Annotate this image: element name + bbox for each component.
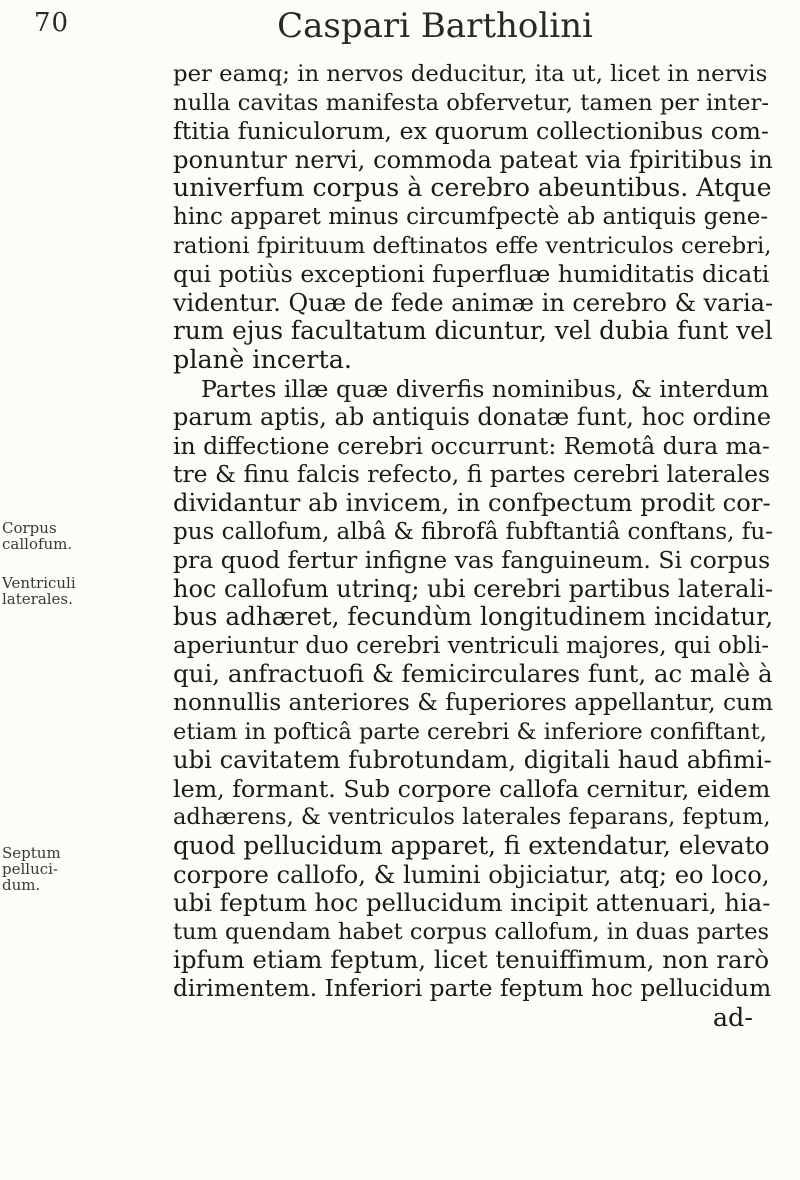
text-line: rationi fpirituum deftinatos effe ventriculos cerebri, bbox=[173, 232, 772, 259]
running-title bbox=[0, 6, 800, 46]
running-title-text: Caspari Bartholini bbox=[277, 6, 593, 46]
text-line: qui, anfractuofi & femicirculares funt, ac malè à bbox=[173, 659, 773, 689]
margin-note-line: dum. bbox=[2, 876, 41, 894]
text-line: rum ejus facultatum dicuntur, vel dubia funt vel bbox=[173, 316, 773, 346]
text-line: ipfum etiam feptum, licet tenuiffimum, non rarò bbox=[173, 945, 770, 975]
page-number: 70 bbox=[34, 8, 70, 38]
margin-note-line: callofum. bbox=[2, 535, 73, 553]
text-line: qui potiùs exceptioni fuperfluæ humiditatis dicati bbox=[173, 260, 770, 289]
margin-note-line: Septum bbox=[2, 844, 61, 862]
text-line: etiam in pofticâ parte cerebri & inferiore confiftant, bbox=[173, 718, 767, 745]
text-line: hoc callofum utrinq; ubi cerebri partibus laterali- bbox=[173, 574, 773, 603]
text-line: in diffectione cerebri occurrunt: Remotâ dura ma- bbox=[173, 431, 770, 460]
margin-note-line: Ventriculi bbox=[2, 574, 76, 592]
text-line: planè incerta. bbox=[173, 344, 352, 375]
text-line: hinc apparet minus circumfpectè ab antiquis gene- bbox=[173, 203, 769, 230]
catchword: ad- bbox=[712, 1002, 753, 1033]
text-line: ponuntur nervi, commoda pateat via fpiritibus in bbox=[173, 144, 773, 174]
margin-note-line: laterales. bbox=[2, 590, 73, 608]
text-line: ftitia funiculorum, ex quorum collectionibus com- bbox=[173, 117, 769, 146]
margin-note-corpus-callosum bbox=[2, 519, 73, 553]
text-line: adhærens, & ventriculos laterales feparans, feptum, bbox=[173, 804, 771, 831]
text-line: videntur. Quæ de fede animæ in cerebro & varia- bbox=[173, 288, 774, 317]
text-line: dividantur ab invicem, in confpectum prodit cor- bbox=[173, 487, 771, 517]
margin-note-septum-pellucidum bbox=[2, 845, 68, 893]
text-line: bus adhæret, fecundùm longitudinem incidatur, bbox=[173, 602, 774, 632]
text-line: nonnullis anteriores & fuperiores appellantur, cum bbox=[173, 689, 774, 717]
margin-note-ventriculi-laterales bbox=[2, 574, 76, 608]
text-line: quod pellucidum apparet, fi extendatur, elevato bbox=[173, 831, 770, 861]
margin-note-line: Corpus bbox=[2, 519, 57, 537]
text-line: aperiuntur duo cerebri ventriculi majores, qui obli- bbox=[173, 632, 770, 659]
text-line: pus callofum, albâ & fibrofâ fubftantiâ conftans, fu- bbox=[173, 518, 773, 545]
text-line: tre & finu falcis refecto, fi partes cerebri laterales bbox=[173, 460, 771, 489]
text-line: ubi feptum hoc pellucidum incipit attenuari, hia- bbox=[173, 888, 771, 918]
text-line: pra quod fertur infigne vas fanguineum. Si corpus bbox=[173, 546, 771, 575]
text-line: univerfum corpus à cerebro abeuntibus. Atque bbox=[173, 173, 772, 203]
text-line: per eamq; in nervos deducitur, ita ut, licet in nervis bbox=[173, 61, 768, 87]
text-line: nulla cavitas manifesta obfervetur, tamen per inter- bbox=[173, 89, 770, 116]
text-line: Partes illæ quæ diverfis nominibus, & interdum bbox=[201, 374, 769, 403]
text-line: lem, formant. Sub corpore callofa cernitur, eidem bbox=[173, 774, 771, 803]
text-line: parum aptis, ab antiquis donatæ funt, hoc ordine bbox=[173, 403, 772, 432]
text-line: corpore callofo, & lumini objiciatur, atq; eo loco, bbox=[173, 859, 770, 889]
margin-note-line: pelluci- bbox=[2, 860, 59, 878]
body-text bbox=[173, 60, 773, 1032]
text-line: dirimentem. Inferiori parte feptum hoc pellucidum bbox=[173, 975, 772, 1002]
text-line: tum quendam habet corpus callofum, in duas partes bbox=[173, 918, 770, 945]
text-line: ubi cavitatem fubrotundam, digitali haud abfimi- bbox=[173, 745, 772, 775]
